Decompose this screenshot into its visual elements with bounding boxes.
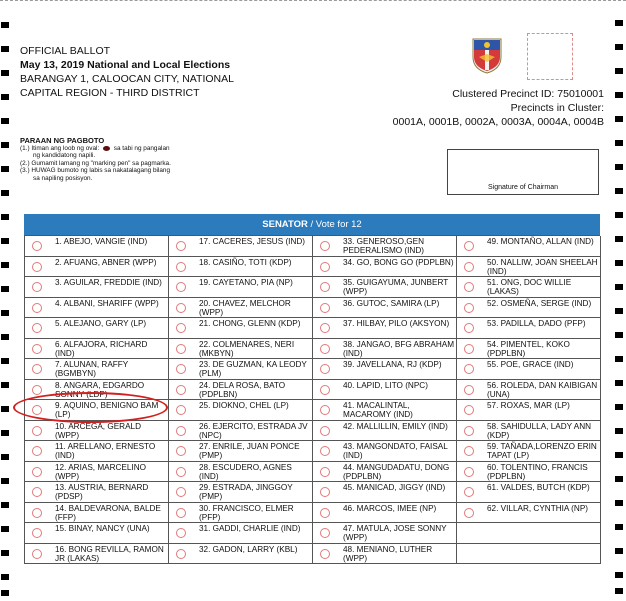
timing-mark [1, 238, 9, 244]
candidate-name: 57. ROXAS, MAR (LP) [487, 401, 570, 410]
timing-mark [615, 284, 623, 290]
candidate-cell[interactable] [313, 298, 457, 319]
timing-mark [1, 142, 9, 148]
candidate-cell[interactable] [313, 236, 457, 257]
candidate-oval[interactable] [176, 282, 186, 292]
candidate-cell[interactable] [25, 318, 169, 339]
candidate-oval[interactable] [464, 385, 474, 395]
instruction-3b: sa napiling posisyon. [33, 174, 93, 182]
candidate-cell[interactable] [25, 298, 169, 319]
candidate-name: 20. CHAVEZ, MELCHOR (WPP) [199, 298, 291, 317]
candidate-oval[interactable] [464, 262, 474, 272]
candidate-name: 55. POE, GRACE (IND) [487, 360, 574, 369]
timing-mark [1, 22, 9, 28]
timing-mark [1, 430, 9, 436]
timing-mark [615, 236, 623, 242]
candidate-oval[interactable] [464, 446, 474, 456]
candidate-cell[interactable] [457, 462, 601, 483]
candidate-name: 61. VALDES, BUTCH (KDP) [487, 483, 590, 492]
timing-mark [1, 334, 9, 340]
candidate-oval[interactable] [320, 282, 330, 292]
candidate-cell[interactable] [457, 257, 601, 278]
candidate-name: 38. JANGAO, BFG ABRAHAM (IND) [343, 339, 455, 358]
candidate-oval[interactable] [176, 446, 186, 456]
candidate-name: 35. GUIGAYUMA, JUNBERT (WPP) [343, 278, 449, 297]
instruction-1a: (1.) Itiman ang loob ng oval: [20, 145, 100, 152]
candidate-oval[interactable] [320, 549, 330, 559]
candidate-oval[interactable] [320, 323, 330, 333]
candidate-cell[interactable] [457, 400, 601, 421]
timing-mark [1, 590, 9, 596]
timing-mark [615, 20, 623, 26]
timing-mark [615, 92, 623, 98]
candidate-oval[interactable] [176, 364, 186, 374]
timing-mark [615, 164, 623, 170]
candidate-oval[interactable] [32, 487, 42, 497]
candidate-cell[interactable] [169, 441, 313, 462]
timing-mark [615, 476, 623, 482]
candidate-oval[interactable] [464, 323, 474, 333]
timing-mark [1, 454, 9, 460]
candidate-name: 1. ABEJO, VANGIE (IND) [55, 237, 148, 246]
candidate-oval[interactable] [176, 241, 186, 251]
candidate-cell[interactable] [313, 257, 457, 278]
timing-mark [1, 262, 9, 268]
timing-mark [615, 308, 623, 314]
candidate-name: 52. OSMEÑA, SERGE (IND) [487, 298, 592, 308]
candidate-cell[interactable] [457, 236, 601, 257]
candidate-name: 4. ALBANI, SHARIFF (WPP) [55, 298, 159, 308]
candidate-name: 17. CACERES, JESUS (IND) [199, 237, 306, 246]
ballot-title: OFFICIAL BALLOT [20, 45, 111, 57]
candidate-cell[interactable] [25, 277, 169, 298]
senator-header [24, 214, 600, 235]
location-line-1: BARANGAY 1, CALOOCAN CITY, NATIONAL [20, 73, 234, 85]
voting-instructions [20, 136, 171, 182]
timing-mark [1, 358, 9, 364]
candidate-oval[interactable] [176, 426, 186, 436]
candidate-name: 2. AFUANG, ABNER (WPP) [55, 257, 157, 267]
candidate-name: 62. VILLAR, CYNTHIA (NP) [487, 503, 589, 513]
candidate-name: 25. DIOKNO, CHEL (LP) [199, 401, 289, 410]
candidate-cell[interactable] [169, 359, 313, 380]
candidate-name: 27. ENRILE, JUAN PONCE (PMP) [199, 442, 300, 461]
timing-mark [615, 500, 623, 506]
candidate-cell[interactable] [25, 236, 169, 257]
timing-mark [615, 380, 623, 386]
candidate-cell[interactable] [313, 482, 457, 503]
timing-mark [615, 212, 623, 218]
candidate-cell[interactable] [169, 400, 313, 421]
candidate-name: 54. PIMENTEL, KOKO (PDPLBN) [487, 339, 570, 358]
seal-placeholder-box [527, 33, 573, 80]
candidate-cell[interactable] [313, 318, 457, 339]
candidate-cell[interactable] [25, 523, 169, 544]
precinct-info [393, 87, 604, 129]
candidate-oval[interactable] [176, 385, 186, 395]
location-line-2: CAPITAL REGION - THIRD DISTRICT [20, 87, 200, 99]
candidate-name: 15. BINAY, NANCY (UNA) [55, 524, 150, 533]
candidate-oval[interactable] [320, 405, 330, 415]
candidate-oval[interactable] [320, 487, 330, 497]
candidate-cell[interactable] [25, 544, 169, 565]
candidate-cell[interactable] [313, 523, 457, 544]
candidate-oval[interactable] [320, 385, 330, 395]
candidate-name: 39. JAVELLANA, RJ (KDP) [343, 360, 442, 369]
candidate-cell[interactable] [313, 400, 457, 421]
candidate-cell[interactable] [313, 503, 457, 524]
candidate-cell[interactable] [457, 359, 601, 380]
candidate-name: 3. AGUILAR, FREDDIE (IND) [55, 278, 162, 287]
candidate-cell[interactable] [25, 462, 169, 483]
timing-mark [615, 44, 623, 50]
candidate-oval[interactable] [464, 508, 474, 518]
candidate-name: 36. GUTOC, SAMIRA (LP) [343, 298, 440, 308]
candidate-oval[interactable] [464, 344, 474, 354]
candidate-oval[interactable] [464, 426, 474, 436]
candidate-name: 23. DE GUZMAN, KA LEODY (PLM) [199, 360, 307, 379]
candidate-cell[interactable] [313, 421, 457, 442]
candidate-cell[interactable] [313, 441, 457, 462]
candidate-name: 50. NALLIW, JOAN SHEELAH (IND) [487, 257, 598, 276]
candidate-cell[interactable] [457, 318, 601, 339]
candidate-cell[interactable] [169, 523, 313, 544]
candidate-name: 19. CAYETANO, PIA (NP) [199, 278, 293, 287]
timing-mark [1, 574, 9, 580]
candidate-name: 13. AUSTRIA, BERNARD (PDSP) [55, 483, 149, 502]
timing-mark [615, 356, 623, 362]
candidate-oval[interactable] [32, 467, 42, 477]
empty-cell [457, 523, 601, 544]
candidate-oval[interactable] [32, 303, 42, 313]
candidate-name: 21. CHONG, GLENN (KDP) [199, 319, 301, 328]
philippine-seal-icon [469, 35, 505, 75]
candidate-cell[interactable] [457, 339, 601, 360]
candidate-cell[interactable] [25, 257, 169, 278]
candidate-oval[interactable] [320, 344, 330, 354]
candidate-cell[interactable] [457, 441, 601, 462]
candidate-name: 10. ARCEGA, GERALD (WPP) [55, 421, 142, 440]
senator-separator: / [310, 219, 314, 230]
candidate-cell[interactable] [169, 503, 313, 524]
timing-mark [615, 404, 623, 410]
timing-mark [615, 452, 623, 458]
candidate-name: 16. BONG REVILLA, RAMON JR (LAKAS) [55, 544, 164, 563]
candidate-name: 9. AQUINO, BENIGNO BAM (LP) [55, 401, 159, 420]
candidate-oval[interactable] [464, 467, 474, 477]
candidate-cell[interactable] [313, 359, 457, 380]
candidate-oval[interactable] [320, 364, 330, 374]
candidate-oval[interactable] [320, 426, 330, 436]
candidate-oval[interactable] [32, 344, 42, 354]
candidate-name: 26. EJERCITO, ESTRADA JV (NPC) [199, 421, 308, 440]
timing-mark [615, 68, 623, 74]
candidate-name: 24. DELA ROSA, BATO (PDPLBN) [199, 380, 286, 399]
timing-mark [615, 572, 623, 578]
candidate-name: 30. FRANCISCO, ELMER (PFP) [199, 503, 294, 522]
candidate-oval[interactable] [176, 508, 186, 518]
timing-mark [615, 116, 623, 122]
candidate-cell[interactable] [169, 298, 313, 319]
candidate-oval[interactable] [32, 262, 42, 272]
candidate-oval[interactable] [32, 241, 42, 251]
candidate-cell[interactable] [457, 380, 601, 401]
candidate-name: 7. ALUNAN, RAFFY (BGMBYN) [55, 360, 129, 379]
timing-mark [615, 548, 623, 554]
candidate-oval[interactable] [176, 303, 186, 313]
candidate-name: 18. CASIÑO, TOTI (KDP) [199, 257, 292, 267]
candidate-cell[interactable] [457, 421, 601, 442]
ballot-header [20, 44, 234, 100]
timing-mark [1, 502, 9, 508]
candidate-name: 6. ALFAJORA, RICHARD (IND) [55, 339, 148, 358]
candidate-name: 46. MARCOS, IMEE (NP) [343, 503, 437, 513]
candidate-cell[interactable] [169, 277, 313, 298]
candidate-name: 11. ARELLANO, ERNESTO (IND) [55, 442, 156, 461]
candidate-name: 53. PADILLA, DADO (PFP) [487, 319, 586, 328]
candidate-oval[interactable] [464, 405, 474, 415]
timing-mark [1, 94, 9, 100]
candidate-name: 5. ALEJANO, GARY (LP) [55, 319, 147, 328]
timing-mark [615, 524, 623, 530]
candidate-name: 8. ANGARA, EDGARDO SONNY (LDP) [55, 380, 145, 399]
timing-mark [615, 428, 623, 434]
candidate-cell[interactable] [457, 482, 601, 503]
timing-mark [615, 260, 623, 266]
candidate-name: 40. LAPID, LITO (NPC) [343, 380, 428, 390]
candidate-oval[interactable] [32, 426, 42, 436]
precinct-id: Clustered Precinct ID: 75010001 [452, 88, 604, 100]
candidate-name: 47. MATULA, JOSE SONNY (WPP) [343, 524, 447, 543]
candidate-oval[interactable] [464, 282, 474, 292]
candidate-name: 28. ESCUDERO, AGNES (IND) [199, 462, 292, 481]
candidate-name: 37. HILBAY, PILO (AKSYON) [343, 319, 450, 328]
candidate-cell[interactable] [25, 503, 169, 524]
candidate-name: 48. MENIANO, LUTHER (WPP) [343, 544, 433, 563]
candidate-name: 59. TAÑADA,LORENZO ERIN TAPAT (LP) [487, 442, 597, 461]
candidate-cell[interactable] [169, 380, 313, 401]
timing-mark [1, 406, 9, 412]
candidate-name: 49. MONTAÑO, ALLAN (IND) [487, 237, 594, 246]
instructions-title: PARAAN NG PAGBOTO [20, 136, 105, 145]
annotation-red-circle [13, 392, 168, 423]
candidate-name: 31. GADDI, CHARLIE (IND) [199, 524, 301, 533]
timing-mark [1, 382, 9, 388]
timing-mark [615, 140, 623, 146]
candidate-cell[interactable] [25, 482, 169, 503]
candidate-oval[interactable] [176, 528, 186, 538]
candidate-oval[interactable] [464, 303, 474, 313]
candidate-oval[interactable] [320, 241, 330, 251]
timing-mark [1, 166, 9, 172]
filled-oval-icon [103, 146, 110, 151]
candidate-cell[interactable] [313, 544, 457, 565]
candidate-cell[interactable] [25, 359, 169, 380]
candidate-oval[interactable] [320, 467, 330, 477]
perforation-line [0, 0, 626, 1]
candidate-oval[interactable] [464, 364, 474, 374]
timing-mark [1, 526, 9, 532]
candidate-name: 43. MANGONDATO, FAISAL (IND) [343, 442, 448, 461]
instruction-1c: ng kandidatong napili. [33, 152, 96, 160]
candidate-oval[interactable] [176, 323, 186, 333]
candidate-oval[interactable] [32, 508, 42, 518]
candidate-name: 32. GADON, LARRY (KBL) [199, 544, 298, 554]
timing-mark [1, 190, 9, 196]
candidate-oval[interactable] [176, 467, 186, 477]
candidate-oval[interactable] [176, 344, 186, 354]
candidate-name: 22. COLMENARES, NERI (MKBYN) [199, 339, 295, 358]
candidate-cell[interactable] [169, 318, 313, 339]
candidate-name: 42. MALLILLIN, EMILY (IND) [343, 421, 448, 431]
candidate-cell[interactable] [457, 298, 601, 319]
candidate-name: 56. ROLEDA, DAN KAIBIGAN (UNA) [487, 380, 598, 399]
instruction-2: (2.) Gumamit lamang ng "marking pen" sa pagmarka. [20, 159, 171, 167]
timing-mark [615, 188, 623, 194]
timing-mark [1, 118, 9, 124]
candidate-cell[interactable] [169, 482, 313, 503]
instruction-1b: sa tabi ng pangalan [113, 145, 170, 152]
senator-title: SENATOR [262, 219, 308, 230]
vote-for-label: Vote for 12 [315, 219, 362, 230]
candidate-cell[interactable] [25, 441, 169, 462]
timing-mark [1, 550, 9, 556]
candidate-cell[interactable] [169, 544, 313, 565]
candidate-oval[interactable] [320, 446, 330, 456]
candidate-name: 33. GENEROSO,GEN PEDERALISMO (IND) [343, 237, 424, 256]
candidate-cell[interactable] [25, 339, 169, 360]
candidate-oval[interactable] [320, 262, 330, 272]
timing-mark [615, 332, 623, 338]
timing-mark [1, 70, 9, 76]
timing-mark [1, 310, 9, 316]
candidate-oval[interactable] [32, 282, 42, 292]
chairman-signature-label: Signature of Chairman [487, 184, 559, 191]
candidate-name: 60. TOLENTINO, FRANCIS (PDPLBN) [487, 462, 588, 481]
instruction-3a: (3.) HUWAG bumoto ng labis sa nakatalagang bilang [20, 167, 171, 175]
candidate-name: 29. ESTRADA, JINGGOY (PMP) [199, 483, 293, 502]
timing-mark [1, 214, 9, 220]
candidate-cell[interactable] [169, 339, 313, 360]
candidate-oval[interactable] [32, 528, 42, 538]
candidate-name: 58. SAHIDULLA, LADY ANN (KDP) [487, 421, 592, 440]
candidate-oval[interactable] [464, 487, 474, 497]
candidate-name: 44. MANGUDADATU, DONG (PDPLBN) [343, 462, 450, 481]
candidate-cell[interactable] [457, 277, 601, 298]
candidate-name: 41. MACALINTAL, MACAROMY (IND) [343, 401, 413, 420]
candidate-oval[interactable] [464, 241, 474, 251]
candidate-cell[interactable] [169, 236, 313, 257]
candidate-oval[interactable] [32, 364, 42, 374]
timing-mark [615, 588, 623, 594]
chairman-signature-box [447, 149, 599, 195]
candidate-cell[interactable] [313, 380, 457, 401]
candidate-oval[interactable] [176, 262, 186, 272]
candidate-cell[interactable] [313, 462, 457, 483]
candidate-oval[interactable] [32, 446, 42, 456]
candidate-oval[interactable] [320, 303, 330, 313]
timing-mark [1, 46, 9, 52]
candidate-oval[interactable] [32, 549, 42, 559]
candidate-cell[interactable] [169, 462, 313, 483]
candidate-name: 51. ONG, DOC WILLIE (LAKAS) [487, 278, 572, 297]
empty-cell [457, 544, 601, 565]
cluster-list: 0001A, 0001B, 0002A, 0003A, 0004A, 0004B [392, 116, 604, 128]
cluster-label: Precincts in Cluster: [510, 102, 604, 114]
candidate-name: 12. ARIAS, MARCELINO (WPP) [55, 462, 147, 481]
timing-mark [1, 286, 9, 292]
candidate-cell[interactable] [313, 277, 457, 298]
candidate-oval[interactable] [176, 487, 186, 497]
candidate-oval[interactable] [176, 405, 186, 415]
timing-mark [1, 478, 9, 484]
candidate-cell[interactable] [25, 421, 169, 442]
candidate-cell[interactable] [313, 339, 457, 360]
candidate-oval[interactable] [320, 528, 330, 538]
candidate-name: 34. GO, BONG GO (PDPLBN) [343, 257, 454, 267]
candidate-name: 45. MANICAD, JIGGY (IND) [343, 483, 446, 492]
candidate-cell[interactable] [169, 421, 313, 442]
candidate-oval[interactable] [320, 508, 330, 518]
candidate-cell[interactable] [169, 257, 313, 278]
candidate-oval[interactable] [32, 385, 42, 395]
election-name: May 13, 2019 National and Local Elections [20, 59, 231, 71]
candidate-oval[interactable] [176, 549, 186, 559]
candidate-name: 14. BALDEVARONA, BALDE (FFP) [55, 503, 161, 522]
candidate-cell[interactable] [457, 503, 601, 524]
candidate-oval[interactable] [32, 323, 42, 333]
